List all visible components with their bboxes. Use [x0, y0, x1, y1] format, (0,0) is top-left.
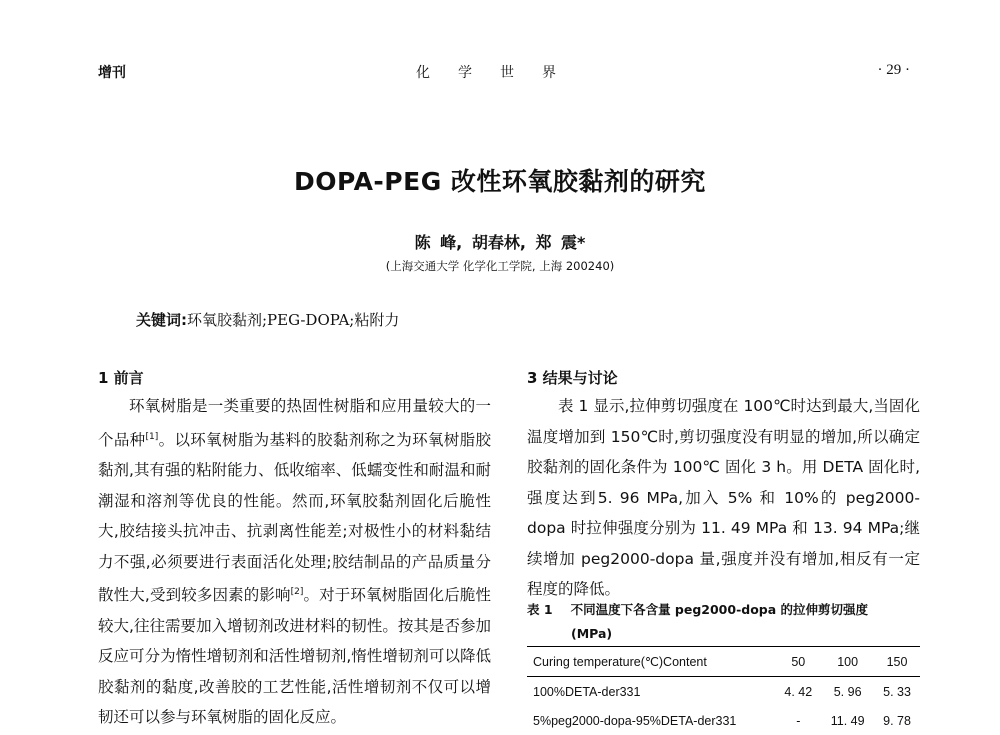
- paper-title: DOPA-PEG 改性环氧胶黏剂的研究: [294, 167, 706, 196]
- intro-text-a: 环氧树脂是一类重要的热固性树脂和应用量较大的一个品种: [98, 397, 491, 449]
- table-1-number: 表 1: [527, 602, 553, 617]
- section-1-heading: 1 前言: [98, 369, 144, 387]
- table-cell: 5. 33: [883, 684, 911, 699]
- citation-1: [1]: [145, 431, 159, 442]
- table-cell: 5%peg2000-dopa-95%DETA-der331: [533, 713, 737, 728]
- keywords-line: [136, 309, 399, 330]
- table-header-150: 150: [886, 654, 908, 669]
- table-cell: -: [796, 713, 801, 728]
- table-1-unit: (MPa): [571, 626, 613, 641]
- intro-paragraph: [98, 391, 491, 733]
- keywords-text: 环氧胶黏剂;PEG-DOPA;粘附力: [187, 311, 400, 329]
- page-number: · 29 ·: [877, 62, 910, 78]
- table-1: [527, 646, 920, 735]
- author-list: 陈 峰, 胡春林, 郑 震*: [414, 233, 586, 252]
- table-row: [527, 706, 920, 735]
- keywords-label: 关键词:: [136, 311, 187, 329]
- results-paragraph: 表 1 显示,拉伸剪切强度在 100℃时达到最大,当固化温度增加到 150℃时,剪切强度没有明显的增加,所以确定胶黏剂的固化条件为 100℃ 固化 3 h。用 DETA 固化时,强度达到5. 96 MPa,加入 5% 和 10%的 peg2000-dopa 时拉伸强度分别为 11. 49 MPa 和 13. 94 MPa;继续增加 peg2000-dopa 量,强度并没有增加,相反有一定程度的降低。: [527, 397, 920, 598]
- table-cell: 5. 96: [833, 684, 862, 699]
- citation-2: [2]: [290, 587, 304, 598]
- table-cell: 9. 78: [883, 713, 911, 728]
- table-cell: 11. 49: [830, 713, 865, 728]
- table-header-50: 50: [791, 654, 806, 669]
- section-3-heading: 3 结果与讨论: [527, 369, 618, 387]
- running-header-left: 增刊: [98, 65, 126, 81]
- running-header-journal: 化学世界: [416, 65, 584, 81]
- table-row: [527, 677, 920, 707]
- data-table: [527, 646, 920, 735]
- intro-text-b: 。以环氧树脂为基料的胶黏剂称之为环氧树脂胶黏剂,其有强的粘附能力、低收缩率、低蠕变性和耐温和耐潮湿和溶剂等优良的性能。然而,环氧胶黏剂固化后脆性大,胶结接头抗冲击、抗剥离性能差;对极性小的材料黏结力不强,必须要进行表面活化处理;胶结制品的产品质量分散性大,受到较多因素的影响: [98, 430, 491, 605]
- table-header-100: 100: [837, 654, 859, 669]
- table-cell: 4. 42: [784, 684, 813, 699]
- table-1-title: 不同温度下各含量 peg2000-dopa 的拉伸剪切强度: [570, 602, 869, 617]
- section-1-body: [98, 391, 491, 733]
- table-cell: 100%DETA-der331: [533, 684, 641, 699]
- table-header-content: Curing temperature(℃)Content: [533, 655, 707, 669]
- table-1-caption: [527, 598, 920, 646]
- section-3-body: [527, 391, 920, 605]
- table-header-row: [527, 647, 920, 677]
- intro-text-c: 。对于环氧树脂固化后脆性较大,往往需要加入增韧剂改进材料的韧性。按其是否参加反应可分为惰性增韧剂和活性增韧剂,惰性增韧剂可以降低胶黏剂的黏度,改善胶的工艺性能,活性增韧剂不仅可以增韧还可以参与环氧树脂的固化反应。: [98, 586, 491, 727]
- affiliation: (上海交通大学 化学化工学院, 上海 200240): [385, 259, 615, 273]
